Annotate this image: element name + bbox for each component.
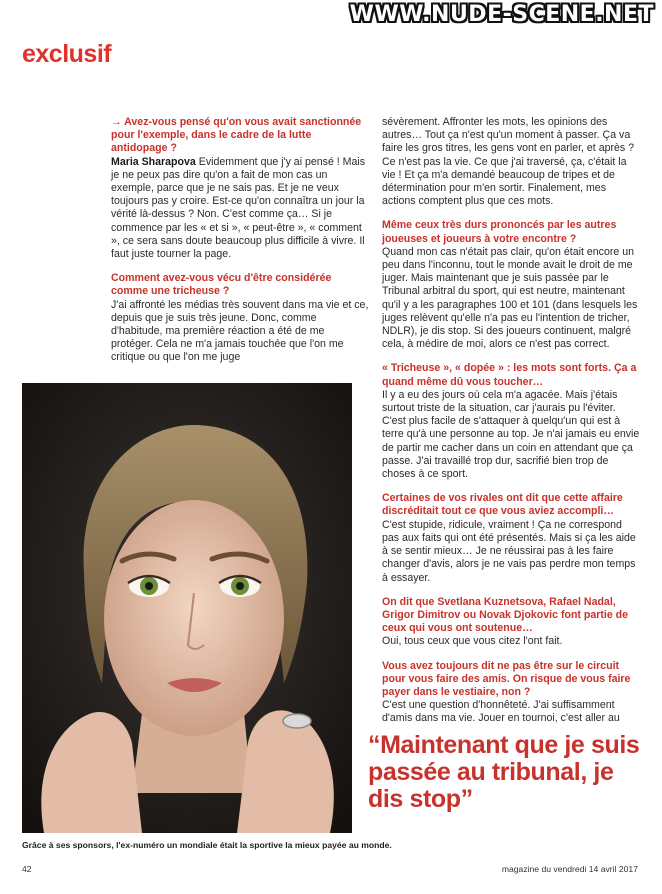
magazine-date: magazine du vendredi 14 avril 2017 xyxy=(501,864,638,874)
answer-3: Quand mon cas n'était pas clair, qu'on était encore un peu dans l'inconnu, tout le monde avait le droit de me juger. Mais maintenant que je suis passée par le Tribunal arbitral du sport, qui est neutre, maintenant qu'il y a les paragraphes 100 et 101 (dans lesquels les juges relèvent qu'elle n'a pas eu l'intention de tricher, NDLR), je dis stop. Si des joueurs continuent, malgré cela, à médire de moi, alors ce n'est pas correct. xyxy=(382,245,638,351)
question-3: Même ceux très durs prononcés par les autres joueuses et joueurs à votre encontre ? xyxy=(382,219,617,245)
photo-caption: Grâce à ses sponsors, l'ex-numéro un mondiale était la sportive la mieux payée au monde. xyxy=(22,840,392,850)
portrait-photo xyxy=(22,383,352,833)
answer-6: Oui, tous ceux que vous citez l'ont fait. xyxy=(382,635,563,648)
portrait-illustration xyxy=(22,383,352,833)
question-5: Certaines de vos rivales ont dit que cette affaire discréditait tout ce que vous aviez accompli… xyxy=(382,492,623,518)
answer-7: C'est une question d'honnêteté. J'ai suffisamment d'amis dans ma vie. Jouer en tournoi, c'est aller au xyxy=(382,699,620,725)
answer-1: Maria Sharapova Evidemment que j'y ai pensé ! Mais je ne peux pas dire qu'on a fait de mon cas un exemple, parce que je ne sais pas. Et je ne veux toujours pas y croire. Est-ce qu'on connaîtra un jour la vérité là-dessus ? Non. C'est comme ça… Si je commence par les « et si », « peut-être », « comment », ce sera sans doute beaucoup plus difficile à vivre. Il faut juste tourner la page. xyxy=(111,155,366,261)
answer-4: Il y a eu des jours où cela m'a agacée. Mais j'étais surtout triste de la situation, car j'aurais pu l'éviter. C'est plus facile de s'attaquer à quelqu'un qui est à terre qu'à une personne au top. Je n'ai jamais eu envie de partir me cacher dans un coin en attendant que ça passe. J'ai travaillé trop dur, sacrifié bien trop de choses à ce sport. xyxy=(382,388,640,481)
question-6: On dit que Svetlana Kuznetsova, Rafael Nadal, Grigor Dimitrov ou Novak Djokovic font partie de ceux qui vous ont soutenue… xyxy=(382,595,629,635)
pull-quote: “Maintenant que je suis passée au tribunal, je dis stop” xyxy=(368,731,640,813)
answer-2-continued: sévèrement. Affronter les mots, les opinions des autres… Tout ça n'est qu'un moment à passer. Ça va faire les gros titres, les gens vont en parler, et après ? Ce n'est pas la vie. Ce que j'ai traversé, ça, c'était la vie ! Et ça m'a demandé beaucoup de tripes et de détermination pour m'en sortir. Finalement, mes actions comptent plus que ces mots. xyxy=(382,116,635,208)
section-label: exclusif xyxy=(22,40,112,68)
question-4: « Tricheuse », « dopée » : les mots sont forts. Ça a quand même dû vous toucher… xyxy=(382,362,637,388)
question-2: Comment avez-vous vécu d'être considérée comme une tricheuse ? xyxy=(111,272,332,298)
right-column xyxy=(382,116,640,726)
answer-2: J'ai affronté les médias très souvent dans ma vie et ce, depuis que je suis très jeune. Donc, comme d'habitude, ma première réaction a été de me protéger. Cela ne m'a jamais touchée que l'on me critique ou que l'on me juge xyxy=(111,298,369,364)
speaker-name: Maria Sharapova xyxy=(111,155,196,168)
question-7: Vous avez toujours dit ne pas être sur le circuit pour vous faire des amis. On risque de vous faire payer dans le vestiaire, non ? xyxy=(382,659,631,698)
arrow-icon: → xyxy=(111,116,122,128)
answer-5: C'est stupide, ridicule, vraiment ! Ça ne correspond pas aux faits qui ont été présentés. Mais si ça les aide à se sentir mieux… Je ne réussirai pas à les faire changer d'avis, alors je ne vais pas perdre mon temps à essayer. xyxy=(382,518,636,584)
page-number: 42 xyxy=(22,864,32,874)
question-1: → Avez-vous pensé qu'on vous avait sanctionnée pour l'exemple, dans le cadre de la lutte antidopage ? xyxy=(111,116,362,155)
watermark-text: WWW.NUDE-SCENE.NET xyxy=(349,2,654,27)
left-column xyxy=(111,116,369,365)
